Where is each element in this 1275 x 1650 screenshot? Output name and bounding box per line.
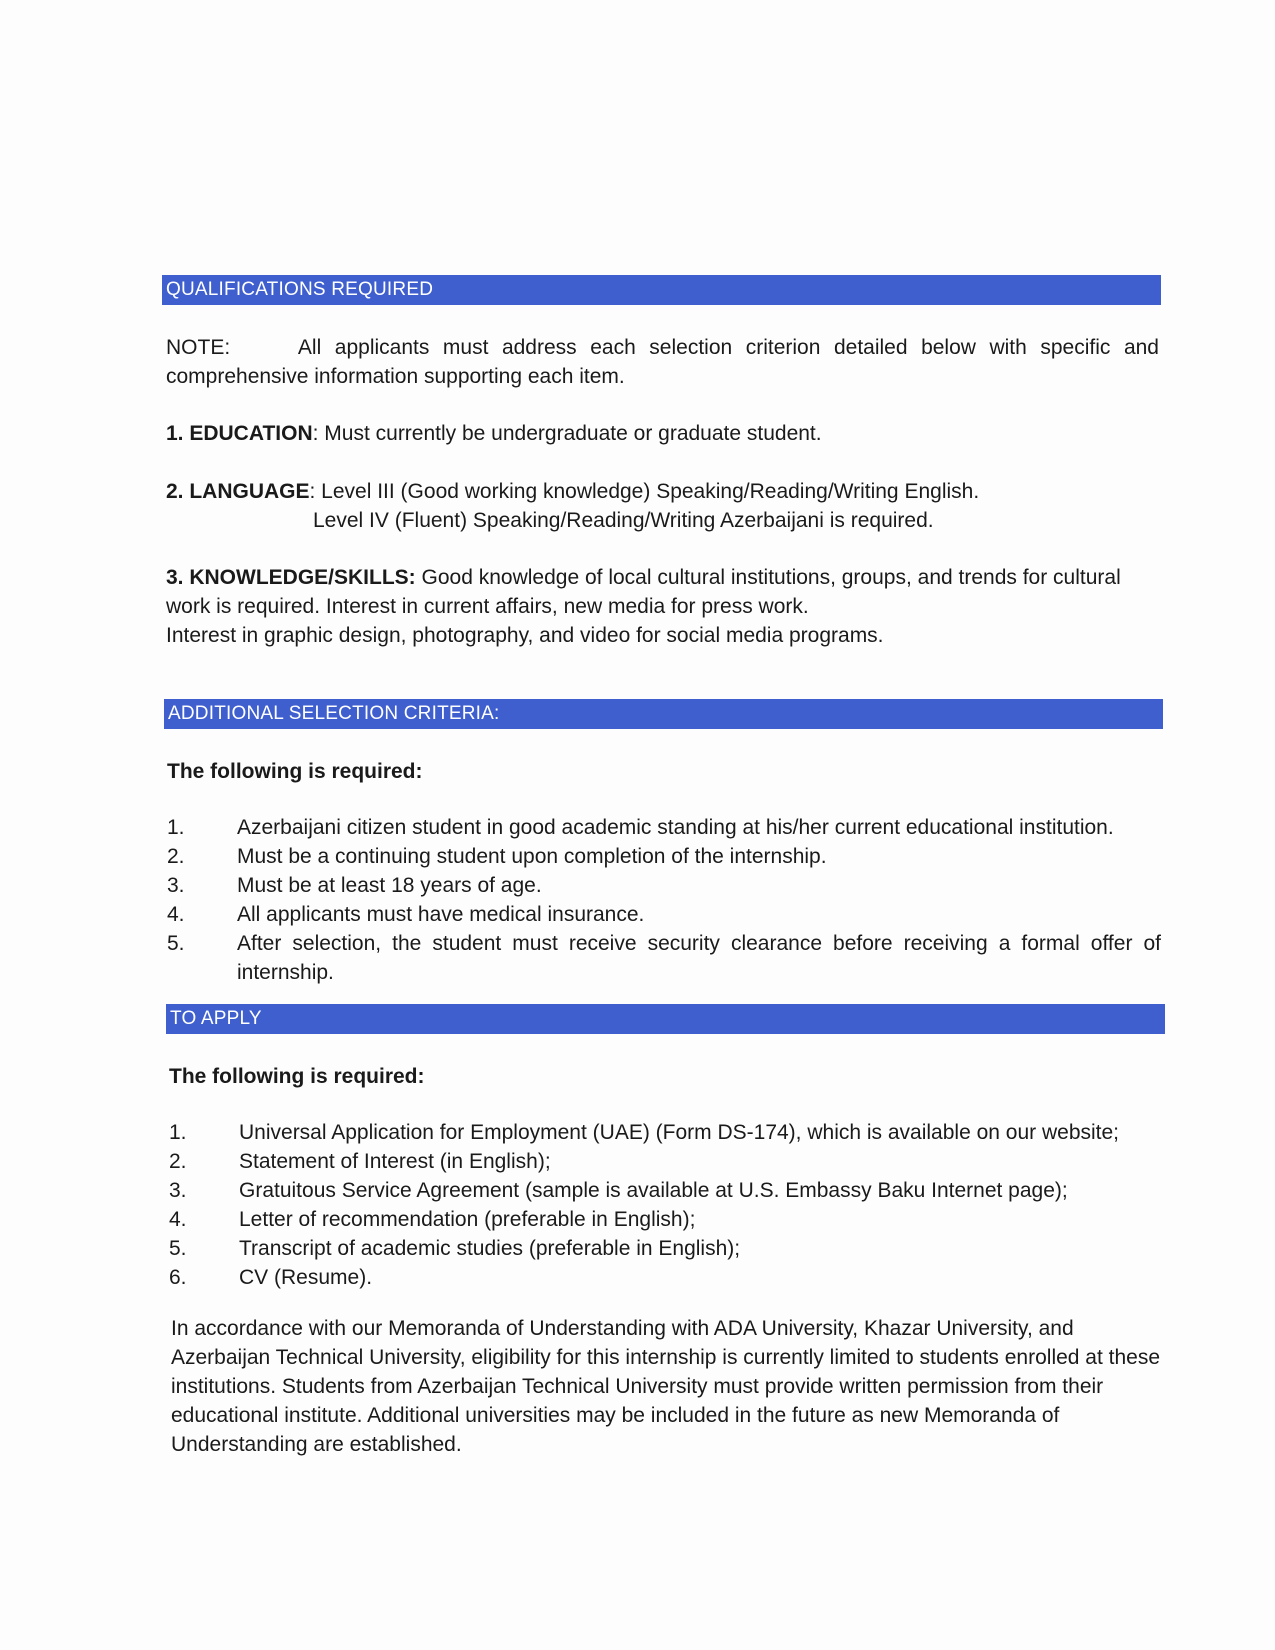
list-item-number: 2. bbox=[169, 1150, 187, 1173]
knowledge-label: 3. KNOWLEDGE/SKILLS: bbox=[166, 566, 416, 589]
additional-subheading: The following is required: bbox=[167, 760, 423, 783]
knowledge-text: Good knowledge of local cultural institutions, groups, and trends for cultural work is required. Interest in current affairs, new media for press work. bbox=[166, 566, 1121, 618]
list-item-number: 4. bbox=[169, 1208, 187, 1231]
list-item-text: Azerbaijani citizen student in good academic standing at his/her current educational institution. bbox=[237, 816, 1114, 839]
list-item bbox=[167, 813, 1161, 842]
list-item-text: Universal Application for Employment (UAE) (Form DS-174), which is available on our website; bbox=[239, 1121, 1120, 1144]
list-item-text: Must be at least 18 years of age. bbox=[237, 874, 542, 897]
list-item-text: Must be a continuing student upon completion of the internship. bbox=[237, 845, 827, 868]
list-item-number: 3. bbox=[167, 874, 185, 897]
list-item bbox=[169, 1263, 1163, 1292]
list-item-number: 5. bbox=[169, 1237, 187, 1260]
list-item bbox=[169, 1118, 1163, 1147]
list-item-number: 2. bbox=[167, 845, 185, 868]
list-item bbox=[167, 842, 1161, 871]
list-item bbox=[169, 1176, 1163, 1205]
education-item bbox=[166, 419, 1159, 448]
language-line1: : Level III (Good working knowledge) Speaking/Reading/Writing English. bbox=[309, 480, 980, 503]
language-line2: Level IV (Fluent) Speaking/Reading/Writing Azerbaijani is required. bbox=[313, 509, 934, 532]
list-item-text: Transcript of academic studies (preferable in English); bbox=[239, 1237, 741, 1260]
list-item-text: CV (Resume). bbox=[239, 1266, 373, 1289]
list-item-number: 1. bbox=[167, 816, 185, 839]
list-item-number: 6. bbox=[169, 1266, 187, 1289]
note-label: NOTE: bbox=[166, 336, 231, 359]
note-text: All applicants must address each selection criterion detailed below with specific and comprehensive information supporting each item. bbox=[166, 336, 1159, 388]
list-item-number: 5. bbox=[167, 932, 185, 955]
section-header-qualifications: QUALIFICATIONS REQUIRED bbox=[162, 275, 1161, 305]
education-text: : Must currently be undergraduate or graduate student. bbox=[312, 422, 822, 445]
list-item-text: Gratuitous Service Agreement (sample is available at U.S. Embassy Baku Internet page); bbox=[239, 1179, 1068, 1202]
closing-paragraph: In accordance with our Memoranda of Understanding with ADA University, Khazar University, and Azerbaijan Technical University, eligibility for this internship is currently limited to students enrolled at these institutions. Students from Azerbaijan Technical University must provide written permission from their educational institute. Additional universities may be included in the future as new Memoranda of Understanding are established. bbox=[171, 1317, 1161, 1456]
additional-criteria-list bbox=[167, 813, 1161, 987]
apply-requirements-list bbox=[169, 1118, 1163, 1292]
list-item bbox=[167, 929, 1161, 987]
knowledge-item bbox=[166, 563, 1159, 650]
list-item-text: Letter of recommendation (preferable in English); bbox=[239, 1208, 696, 1231]
knowledge-line3: Interest in graphic design, photography, and video for social media programs. bbox=[166, 624, 884, 647]
language-item bbox=[166, 477, 1159, 535]
section-header-apply: TO APPLY bbox=[166, 1004, 1165, 1034]
list-item-number: 4. bbox=[167, 903, 185, 926]
list-item-number: 1. bbox=[169, 1121, 187, 1144]
list-item bbox=[167, 871, 1161, 900]
list-item-number: 3. bbox=[169, 1179, 187, 1202]
list-item bbox=[169, 1147, 1163, 1176]
list-item bbox=[169, 1234, 1163, 1263]
language-label: 2. LANGUAGE bbox=[166, 480, 310, 503]
list-item bbox=[167, 900, 1161, 929]
list-item-text: After selection, the student must receive security clearance before receiving a formal offer of internship. bbox=[237, 932, 1161, 984]
section-header-additional: ADDITIONAL SELECTION CRITERIA: bbox=[164, 699, 1163, 729]
apply-subheading: The following is required: bbox=[169, 1065, 425, 1088]
list-item-text: Statement of Interest (in English); bbox=[239, 1150, 551, 1173]
note-paragraph bbox=[166, 333, 1159, 391]
list-item-text: All applicants must have medical insurance. bbox=[237, 903, 645, 926]
education-label: 1. EDUCATION bbox=[166, 422, 313, 445]
list-item bbox=[169, 1205, 1163, 1234]
